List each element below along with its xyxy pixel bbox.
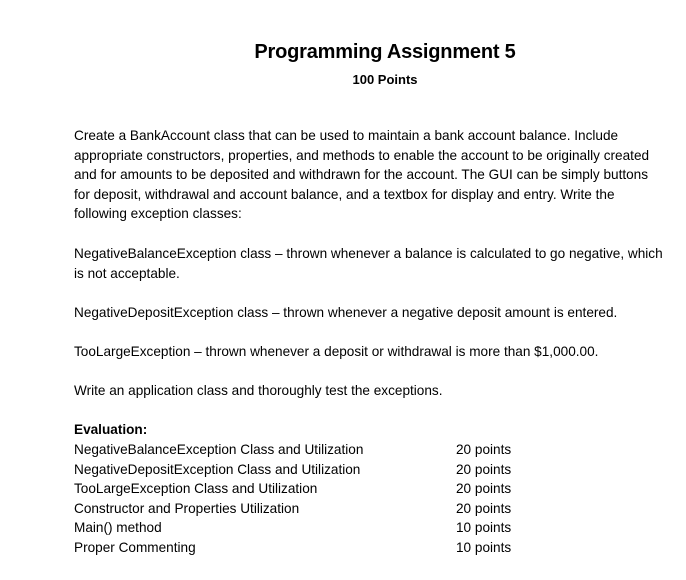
evaluation-item-label: Proper Commenting [74,539,196,555]
evaluation-item-label: Main() method [74,520,162,535]
evaluation-row [74,440,594,460]
evaluation-item-label: NegativeBalanceException Class and Utilization [74,442,364,457]
document-title: Programming Assignment 5 [254,41,516,63]
evaluation-row [74,518,594,538]
intro-paragraph: Create a BankAccount class that can be used to maintain a bank account balance. Include appropriate constructors, properties, and methods to enable the account to be originally created and for amounts to be deposited and withdrawn for the account. The GUI can be simply buttons for deposit, withdrawal and account balance, and a textbox for display and entry. Write the following exception classes: [74,128,650,221]
points-subtitle: 100 Points [352,72,418,87]
evaluation-row [74,479,594,499]
evaluation-item-points: 20 points [456,500,512,516]
evaluation-item-label: NegativeDepositException Class and Utilization [74,461,361,477]
evaluation-item-points: 20 points [456,461,512,477]
evaluation-row [74,499,594,519]
evaluation-item-points: 20 points [456,481,512,496]
evaluation-list [74,440,594,557]
evaluation-heading: Evaluation: [74,422,148,437]
too-large-paragraph: TooLargeException – thrown whenever a deposit or withdrawal is more than $1,000.00. [74,344,599,359]
evaluation-item-label: TooLargeException Class and Utilization [74,481,318,496]
negative-balance-paragraph: NegativeBalanceException class – thrown whenever a balance is calculated to go negative, which is not acceptable. [74,246,663,281]
evaluation-row [74,538,594,558]
application-paragraph: Write an application class and thoroughly test the exceptions. [74,383,443,398]
evaluation-item-points: 20 points [456,442,512,457]
evaluation-item-points: 10 points [456,520,512,535]
negative-deposit-paragraph: NegativeDepositException class – thrown whenever a negative deposit amount is entered. [74,305,618,320]
evaluation-item-label: Constructor and Properties Utilization [74,500,300,516]
evaluation-item-points: 10 points [456,539,512,555]
evaluation-row [74,460,594,480]
